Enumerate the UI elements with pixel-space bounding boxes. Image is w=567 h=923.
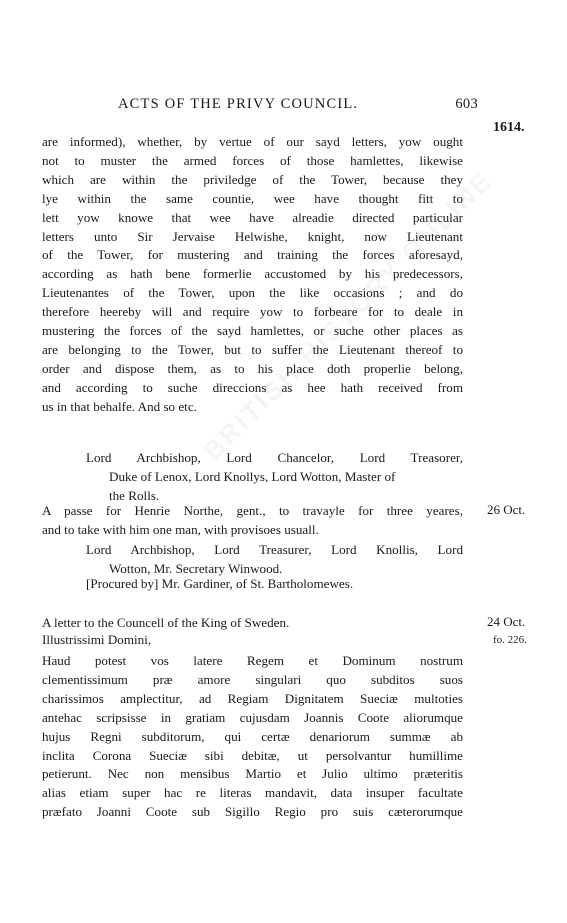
text-line: order and dispose them, as to his place doth properlie belong, [42,360,463,376]
passe-signatories [86,540,463,578]
text-line: are informed), whether, by vertue of our sayd letters, yow ought [42,134,463,149]
text-line: us in that behalfe. And so etc. [42,398,197,414]
text-line: A passe for Henrie Northe, gent., to travayle for three yeares, [42,503,463,518]
text-line: hujus Regni subditorum, qui certæ denariorum summæ ab [42,728,463,744]
text-line: lye within the same countie, wee have thought fitt to [42,190,463,206]
signatory-line: Wotton, Mr. Secretary Winwood. [109,561,283,576]
margin-folio: fo. 226. [493,634,527,646]
text-line: Lieutenantes of the Tower, upon the like occasions ; and do [42,285,463,301]
letter1-body [42,133,463,417]
text-line: according as hath bene formerlie accustomed by his predecessors, [42,266,463,282]
text-line: antehac scripsisse in gratiam cujusdam Joannis Coote aliorumque [42,709,463,725]
margin-year: 1614. [493,120,525,135]
text-line: therefore heereby will and require yow to forbeare for to deale in [42,304,463,320]
text-line: lett yow knowe that wee have alreadie directed particular [42,209,463,225]
letter2-salutation: Illustrissimi Domini, [42,632,152,647]
page-number: 603 [455,96,478,112]
letter1-signatories [86,448,463,505]
letter2-heading [42,614,463,633]
signatory-line: Lord Archbishop, Lord Treasurer, Lord Knollis, Lord [86,542,463,557]
text-line: and to take with him one man, with provisoes usuall. [42,521,319,537]
running-title: ACTS OF THE PRIVY COUNCIL. [118,96,359,112]
signatory-line: Lord Archbishop, Lord Chancelor, Lord Treasorer, [86,450,463,465]
text-line: clementissimum præ amore singulari quo subditos suos [42,671,463,687]
passe-body [42,502,463,540]
text-line: petierunt. Nec non mensibus Martio et Julio ultimo præteritis [42,766,463,782]
text-line: letters unto Sir Jervaise Helwishe, knight, now Lieutenant [42,228,463,244]
text-line: inclita Corona Sueciæ sibi debitæ, ut persolvantur humillime [42,747,463,763]
text-line: præfato Joanni Coote sub Sigillo Regio pro suis cæterorumque [42,804,463,820]
text-line: not to muster the armed forces of those hamlettes, likewise [42,152,463,168]
text-line: which are within the priviledge of the Tower, because they [42,171,463,187]
text-line: are belonging to the Tower, but to suffer the Lieutenant thereof to [42,341,463,357]
text-line: and according to suche direccions as hee hath received from [42,379,463,395]
margin-date-passe: 26 Oct. [487,502,526,517]
signatory-line: Duke of Lenox, Lord Knollys, Lord Wotton, Master of [109,469,396,484]
signatory-line: the Rolls. [109,488,160,503]
margin-date-letter: 24 Oct. [487,614,526,629]
letter2-body [42,652,463,822]
text-line: charissimos amplectitur, ad Regiam Dignitatem Sueciæ multoties [42,690,463,706]
text-line: Haud potest vos latere Regem et Dominum nostrum [42,653,463,668]
text-line: mustering the forces of the sayd hamlettes, or suche other places as [42,323,463,339]
text-line: A letter to the Councell of the King of Sweden. [42,615,290,630]
procured-by-line: [Procured by] Mr. Gardiner, of St. Bartholomewes. [86,576,354,591]
text-line: of the Tower, for mustering and training the forces aforesayd, [42,247,463,263]
text-line: alias etiam super hac re literas mandavit, data insuper facultate [42,785,463,801]
